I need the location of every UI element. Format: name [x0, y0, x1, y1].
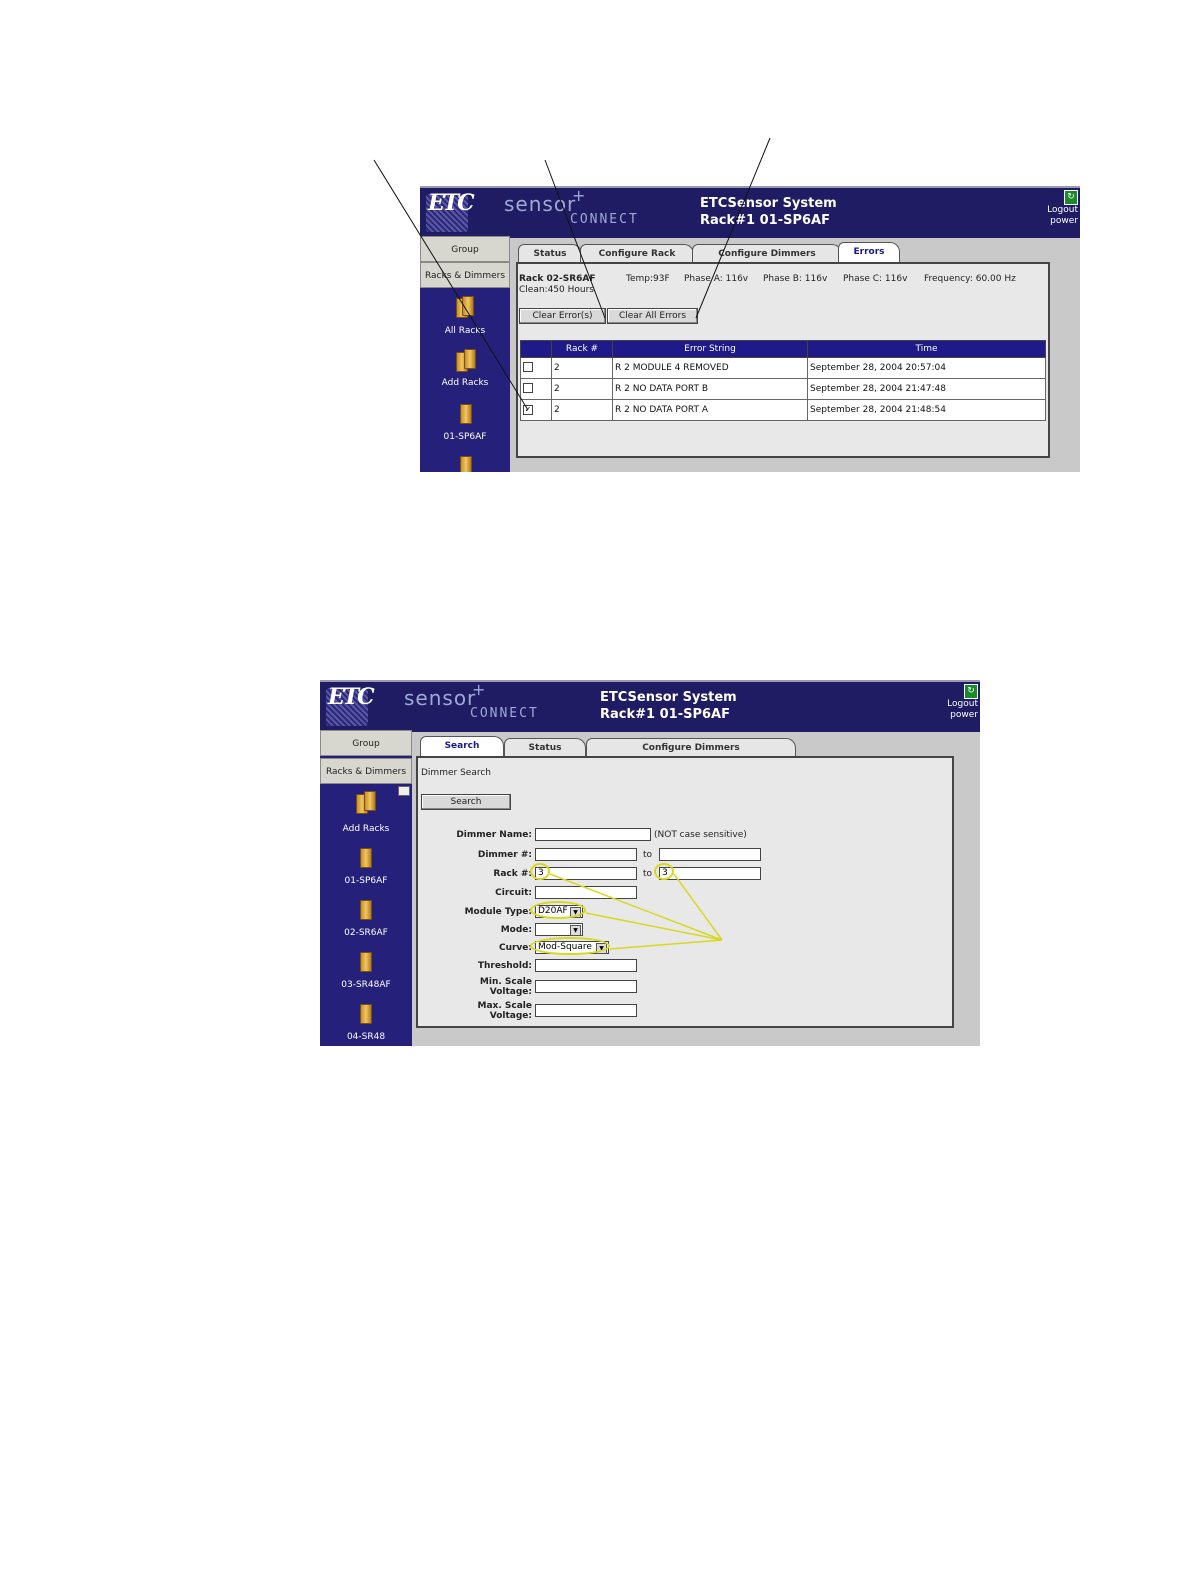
col-time: Time	[808, 341, 1046, 358]
tab-search[interactable]: Search	[420, 736, 504, 756]
search-button[interactable]: Search	[421, 794, 511, 810]
chevron-down-icon[interactable]: ▼	[596, 943, 607, 954]
sidebar-item-04-sr48[interactable]: 04-SR48	[346, 1032, 386, 1042]
phase-a: Phase A: 116v	[684, 274, 749, 284]
leader-curve	[610, 940, 722, 949]
threshold-label: Threshold:	[477, 961, 532, 971]
sensor-plus: +	[472, 680, 486, 699]
racks-dimmers-button[interactable]: Racks & Dimmers	[420, 262, 510, 288]
etc-logo: ETC	[326, 688, 368, 726]
cell-rack: 2	[552, 400, 613, 421]
max-scale-label-2: Voltage:	[489, 1011, 532, 1021]
phase-c: Phase C: 116v	[843, 274, 908, 284]
col-error-string: Error String	[613, 341, 808, 358]
refresh-icon[interactable]: ↻	[1064, 190, 1078, 205]
etc-logo: ETC	[426, 194, 468, 232]
row-checkbox-checked[interactable]: ✓	[524, 405, 532, 414]
user-name: power	[950, 710, 978, 720]
module-type-value: D20AF	[538, 906, 568, 916]
logout-link[interactable]: Logout	[1047, 205, 1078, 215]
sensor-plus: +	[572, 186, 586, 205]
leader-rack-from	[550, 874, 722, 940]
rack-title: Rack#1 01-SP6AF	[600, 707, 730, 722]
sidebar-item-01-sp6af[interactable]: 01-SP6AF	[344, 876, 388, 886]
frequency: Frequency: 60.00 Hz	[924, 274, 1016, 284]
curve-label: Curve:	[498, 943, 532, 953]
cell-time: September 28, 2004 20:57:04	[808, 358, 1046, 379]
mode-label: Mode:	[500, 925, 532, 935]
max-scale-label-1: Max. Scale	[477, 1001, 532, 1011]
rack-clean-hours: Clean:450 Hours	[519, 285, 594, 295]
user-name: power	[1050, 216, 1078, 226]
clear-all-errors-button[interactable]: Clear All Errors	[607, 308, 698, 324]
tab-configure-dimmers[interactable]: Configure Dimmers	[586, 738, 796, 756]
section-title: Dimmer Search	[421, 768, 491, 778]
racks-dimmers-button[interactable]: Racks & Dimmers	[320, 758, 412, 784]
sidebar-item-02-sr6af[interactable]: 02-SR6AF	[344, 928, 388, 938]
rack-num-from-field[interactable]: 3	[535, 867, 637, 880]
cell-error: R 2 NO DATA PORT B	[613, 379, 808, 400]
phase-b: Phase B: 116v	[763, 274, 828, 284]
dimmer-name-label: Dimmer Name:	[456, 830, 532, 840]
cell-rack: 2	[552, 358, 613, 379]
system-title: ETCSensor System	[700, 196, 837, 211]
sidebar-item-01-sp6af[interactable]: 01-SP6AF	[443, 432, 487, 442]
tab-configure-dimmers[interactable]: Configure Dimmers	[692, 244, 842, 262]
tab-errors[interactable]: Errors	[838, 242, 900, 262]
connect-wordmark: CONNECT	[570, 212, 639, 227]
group-button[interactable]: Group	[420, 236, 510, 262]
dimmer-num-label: Dimmer #:	[477, 850, 532, 860]
connect-wordmark: CONNECT	[470, 706, 539, 721]
cell-error: R 2 NO DATA PORT A	[613, 400, 808, 421]
cell-rack: 2	[552, 379, 613, 400]
cell-error: R 2 MODULE 4 REMOVED	[613, 358, 808, 379]
sidebar-item-add-racks[interactable]: Add Racks	[441, 378, 489, 388]
case-note: (NOT case sensitive)	[654, 830, 747, 840]
leader-clear-errors	[545, 160, 605, 318]
min-scale-label-1: Min. Scale	[479, 977, 532, 987]
chevron-down-icon[interactable]: ▼	[570, 925, 581, 936]
leader-module-type	[586, 913, 722, 940]
rack-name: Rack 02-SR6AF	[519, 274, 596, 284]
min-scale-label-2: Voltage:	[489, 987, 532, 997]
sidebar-item-03-sr48af[interactable]: 03-SR48AF	[341, 980, 391, 990]
cell-time: September 28, 2004 21:48:54	[808, 400, 1046, 421]
tab-status[interactable]: Status	[518, 244, 582, 262]
chevron-down-icon[interactable]: ▼	[570, 907, 581, 918]
curve-value: Mod-Square	[538, 942, 592, 952]
cell-time: September 28, 2004 21:47:48	[808, 379, 1046, 400]
system-title: ETCSensor System	[600, 690, 737, 705]
col-rack: Rack #	[552, 341, 613, 358]
tab-configure-rack[interactable]: Configure Rack	[580, 244, 694, 262]
sensor-wordmark: sensor	[504, 192, 577, 216]
rack-title: Rack#1 01-SP6AF	[700, 213, 830, 228]
sidebar-item-all-racks[interactable]: All Racks	[444, 326, 486, 336]
rack-num-label: Rack #:	[493, 869, 532, 879]
group-button[interactable]: Group	[320, 730, 412, 756]
leader-clear-all	[696, 138, 770, 318]
rack-temp: Temp:93F	[626, 274, 670, 284]
module-type-label: Module Type:	[464, 907, 532, 917]
refresh-icon[interactable]: ↻	[964, 684, 978, 699]
dimmer-num-to-label: to	[643, 850, 653, 860]
rack-num-to-field[interactable]: 3	[659, 867, 761, 880]
logout-link[interactable]: Logout	[947, 699, 978, 709]
rack-num-to-label: to	[643, 869, 653, 879]
leader-checkbox	[374, 160, 528, 410]
sensor-wordmark: sensor	[404, 686, 477, 710]
tab-status[interactable]: Status	[504, 738, 586, 756]
circuit-label: Circuit:	[495, 888, 532, 898]
clear-errors-button[interactable]: Clear Error(s)	[519, 308, 606, 324]
sidebar-item-add-racks[interactable]: Add Racks	[342, 824, 390, 834]
